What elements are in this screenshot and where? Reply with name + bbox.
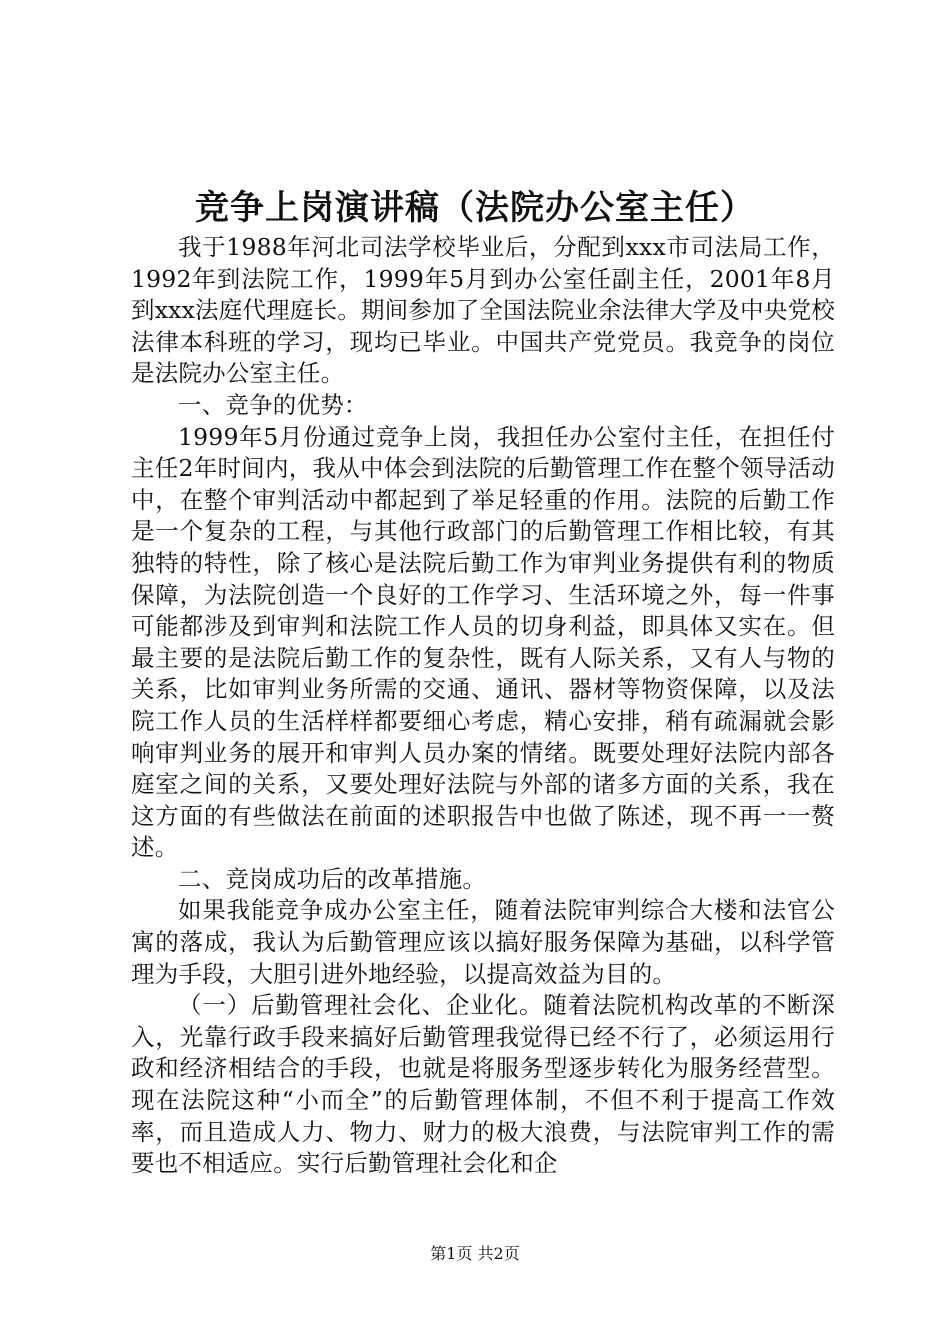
- paragraph-intro: 我于1988年河北司法学校毕业后，分配到xxx市司法局工作，1992年到法院工作，1999年5月到办公室任副主任，2001年8月到xxx法庭代理庭长。期间参加了全国法院业余法律大学及中央党校法律本科班的学习，现均已毕业。中国共产党党员。我竞争的岗位是法院办公室主任。: [131, 233, 835, 388]
- document-title: 竞争上岗演讲稿（法院办公室主任）: [195, 188, 755, 228]
- heading-advantages: 一、竞争的优势：: [178, 390, 368, 419]
- paragraph-reform-item-1: （一）后勤管理社会化、企业化。随着法院机构改革的不断深入，光靠行政手段来搞好后勤管理我觉得已经不行了，必须运用行政和经济相结合的手段，也就是将服务型逐步转化为服务经营型。现在法院这种“小而全”的后勤管理体制，不但不利于提高工作效率，而且造成人力、物力、财力的极大浪费，与法院审判工作的需要也不相适应。实行后勤管理社会化和企: [131, 991, 835, 1178]
- document-body: [131, 232, 835, 1180]
- paragraph-reform-intro: 如果我能竞争成办公室主任，随着法院审判综合大楼和法官公寓的落成，我认为后勤管理应该以搞好服务保障为基础，以科学管理为手段，大胆引进外地经验，以提高效益为目的。: [131, 896, 835, 988]
- page-footer: 第1页 共2页: [430, 1244, 520, 1263]
- heading-reform-measures: 二、竞岗成功后的改革措施。: [178, 864, 487, 893]
- paragraph-advantages: 1999年5月份通过竞争上岗，我担任办公室付主任，在担任付主任2年时间内，我从中体会到法院的后勤管理工作在整个领导活动中，在整个审判活动中都起到了举足轻重的作用。法院的后勤工作是一个复杂的工程，与其他行政部门的后勤管理工作相比较，有其独特的特性，除了核心是法院后勤工作为审判业务提供有利的物质保障，为法院创造一个良好的工作学习、生活环境之外，每一件事可能都涉及到审判和法院工作人员的切身利益，即具体又实在。但最主要的是法院后勤工作的复杂性，既有人际关系，又有人与物的关系，比如审判业务所需的交通、通讯、器材等物资保障，以及法院工作人员的生活样样都要细心考虑，精心安排，稍有疏漏就会影响审判业务的展开和审判人员办案的情绪。既要处理好法院内部各庭室之间的关系，又要处理好法院与外部的诸多方面的关系，我在这方面的有些做法在前面的述职报告中也做了陈述，现不再一一赘述。: [131, 422, 835, 862]
